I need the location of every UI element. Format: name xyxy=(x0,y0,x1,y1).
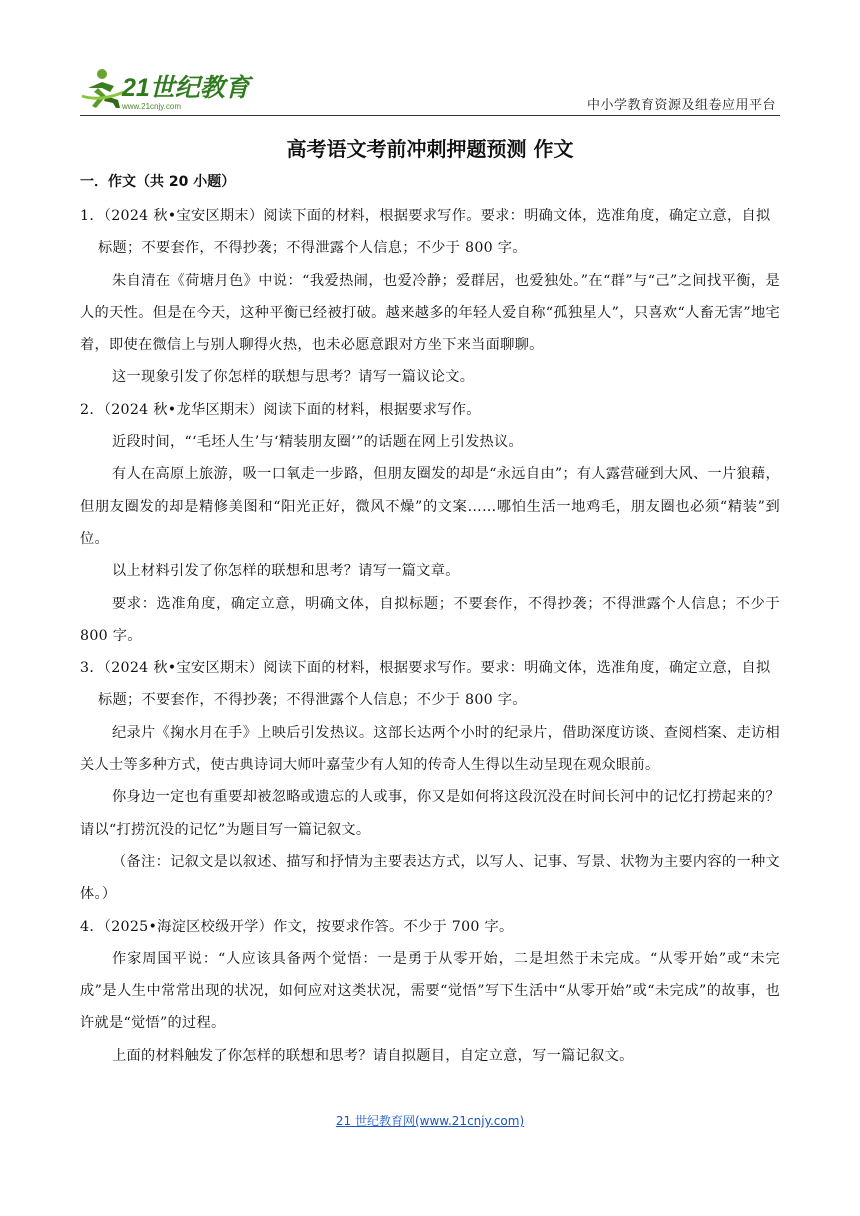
question-paragraph: 要求：选准角度，确定立意，明确文体，自拟标题；不要套作，不得抄袭；不得泄露个人信息；不少于 800 字。 xyxy=(80,595,780,644)
section-heading: 一．作文（共 20 小题） xyxy=(80,174,236,190)
page-header xyxy=(0,0,860,120)
footer-link[interactable]: 21 世纪教育网(www.21cnjy.com) xyxy=(335,1114,525,1128)
question-head: 1．（2024 秋•宝安区期末）阅读下面的材料，根据要求写作。要求：明确文体，选准角度，确定立意，自拟标题；不要套作，不得抄袭；不得泄露个人信息；不少于 800 字。 xyxy=(80,208,771,257)
question-paragraph: 纪录片《掬水月在手》上映后引发热议。这部长达两个小时的纪录片，借助深度访谈、查阅档案、走访相关人士等多种方式，使古典诗词大师叶嘉莹少有人知的传奇人生得以生动呈现在观众眼前。 xyxy=(80,724,780,774)
logo[interactable] xyxy=(80,66,260,114)
question-paragraph: 有人在高原上旅游，吸一口氧走一步路，但朋友圈发的却是“永远自由”；有人露营碰到大风、一片狼藉，但朋友圈发的却是精修美图和“阳光正好，微风不燥”的文案……哪怕生活一地鸡毛，朋友圈也必须“精装”到位。 xyxy=(80,466,780,547)
question-paragraph: 以上材料引发了你怎样的联想和思考？请写一篇文章。 xyxy=(112,563,460,580)
question-head: 2．（2024 秋•龙华区期末）阅读下面的材料，根据要求写作。 xyxy=(80,401,481,418)
runner-logo-icon xyxy=(80,66,260,114)
logo-text: 21世纪教育 xyxy=(122,74,250,102)
question-head: 3．（2024 秋•宝安区期末）阅读下面的材料，根据要求写作。要求：明确文体，选准角度，确定立意，自拟标题；不要套作，不得抄袭；不得泄露个人信息；不少于 800 字。 xyxy=(80,660,771,709)
header-divider xyxy=(80,115,780,116)
question-paragraph: 近段时间，“‘毛坯人生’与‘精装朋友圈’”的话题在网上引发热议。 xyxy=(112,434,524,451)
question xyxy=(80,200,780,394)
platform-name: 中小学教育资源及组卷应用平台 xyxy=(586,98,776,113)
page-title: 高考语文考前冲刺押题预测 作文 xyxy=(286,137,574,161)
question-paragraph: 朱自清在《荷塘月色》中说：“我爱热闹，也爱冷静；爱群居，也爱独处。”在“群”与“己”之间找平衡，是人的天性。但是在今天，这种平衡已经被打破。越来越多的年轻人爱自称“孤独星人”，只喜欢“人畜无害”地宅着，即使在微信上与别人聊得火热，也未必愿意跟对方坐下来当面聊聊。 xyxy=(80,272,780,354)
question-head: 4．（2025•海淀区校级开学）作文，按要求作答。不少于 700 字。 xyxy=(80,918,514,935)
question-paragraph: （备注：记叙文是以叙述、描写和抒情为主要表达方式，以写人、记事、写景、状物为主要内容的一种文体。） xyxy=(80,853,780,903)
logo-url: www.21cnjy.com xyxy=(122,102,181,111)
question-paragraph: 这一现象引发了你怎样的联想与思考？请写一篇议论文。 xyxy=(112,369,475,386)
question-paragraph: 上面的材料触发了你怎样的联想和思考？请自拟题目，自定立意，写一篇记叙文。 xyxy=(112,1047,634,1064)
question-paragraph: 作家周国平说：“人应该具备两个觉悟：一是勇于从零开始，二是坦然于未完成。“从零开始”或“未完成”是人生中常常出现的状况，如何应对这类状况，需要“觉悟”写下生活中“从零开始”或“未完成”的故事，也许就是“觉悟”的过程。 xyxy=(80,950,780,1032)
question-paragraph: 你身边一定也有重要却被忽略或遗忘的人或事，你又是如何将这段沉没在时间长河中的记忆打捞起来的？请以“打捞沉没的记忆”为题目写一篇记叙文。 xyxy=(80,789,780,838)
question xyxy=(80,394,780,652)
question-list xyxy=(80,200,780,1072)
question xyxy=(80,911,780,1072)
question xyxy=(80,652,780,910)
